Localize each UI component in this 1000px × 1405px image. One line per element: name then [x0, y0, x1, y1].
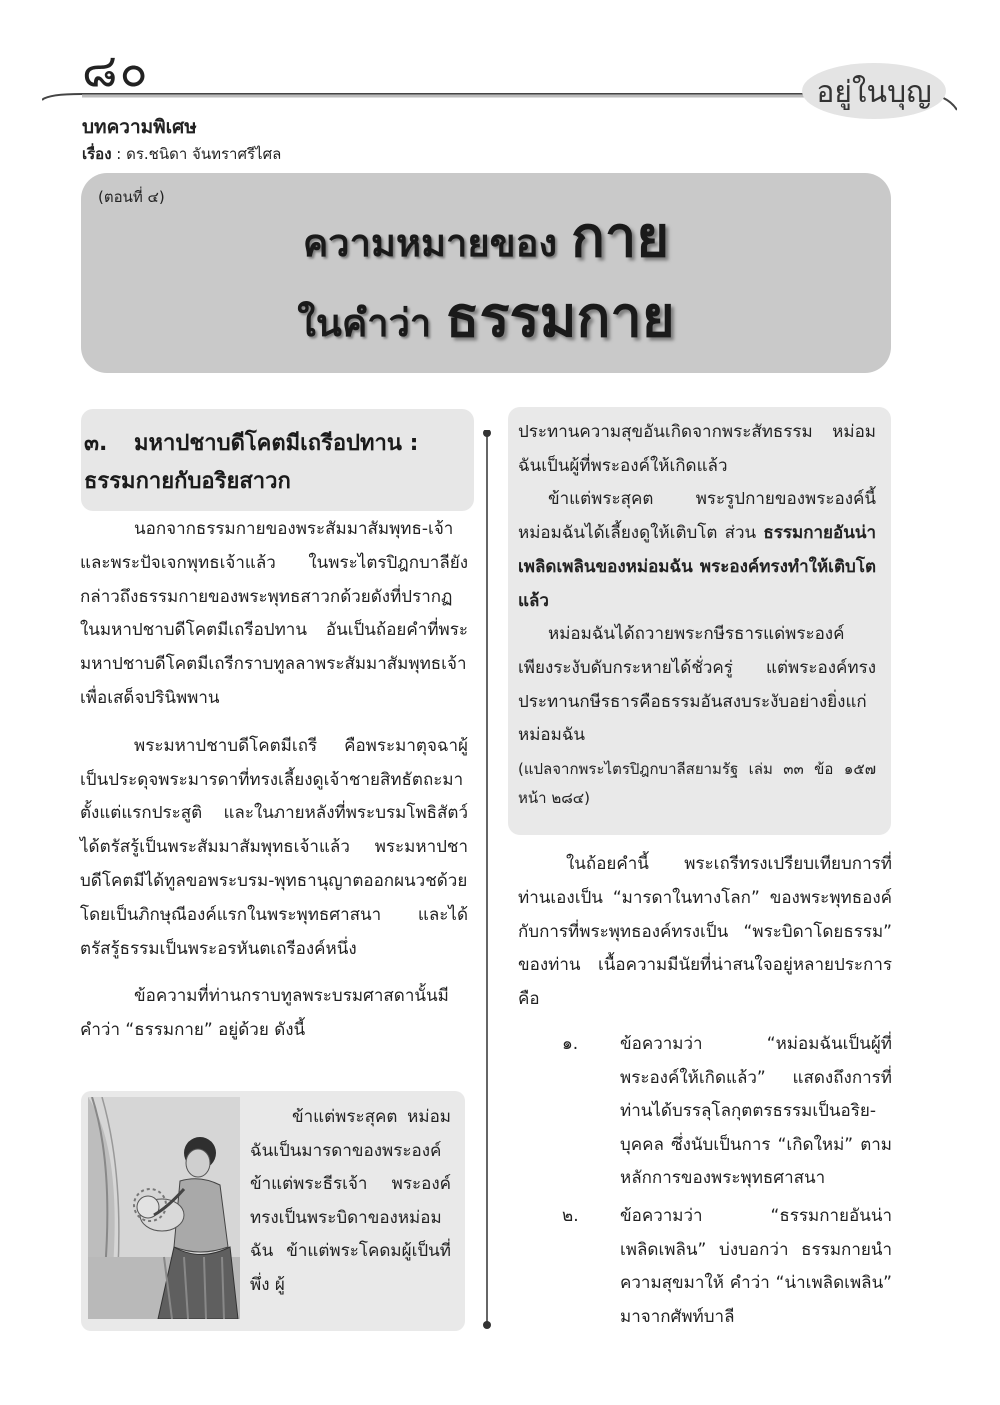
subheading	[84, 425, 468, 501]
quote-right-paragraph-2-bold: ธรรมกายอันน่าเพลิดเพลินของหม่อมฉัน พระองค์ทรงทำให้เติบโตแล้ว	[518, 523, 876, 611]
numbered-list	[562, 1028, 892, 1338]
magazine-logo-icon	[800, 60, 948, 122]
list-item-text: ข้อความว่า “ธรรมกายอันน่าเพลิดเพลิน” บ่งบอกว่า ธรรมกายนำความสุขมาให้ คำว่า “น่าเพลิดเพลิน” มาจากศัพท์บาลี	[620, 1205, 892, 1327]
page-number: ๘๐	[82, 43, 150, 97]
title-line-2-emph: ธรรมกาย	[445, 285, 675, 350]
subheading-line-1: มหาปชาบดีโคตมีเถรีอปทาน :	[134, 431, 419, 456]
subheading-number: ๓.	[84, 431, 108, 456]
left-column	[80, 513, 468, 1048]
section-label: บทความพิเศษ	[82, 116, 197, 138]
title-line-2	[81, 282, 891, 367]
title-line-1-prefix: ความหมายของ	[302, 221, 558, 265]
episode-label: (ตอนที่ ๔)	[98, 188, 165, 206]
left-paragraph-1: นอกจากธรรมกายของพระสัมมาสัมพุทธ-เจ้าและพระปัจเจกพุทธเจ้าแล้ว ในพระไตรปิฎกบาลียังกล่าวถึงธรรมกายของพระพุทธสาวกด้วยดังที่ปรากฏในมหาปชาบดีโคตมีเถรีอปทาน อันเป็นถ้อยคำที่พระมหาปชาบดีโคตมีเถรีกราบทูลลาพระสัมมาสัมพุทธเจ้าเพื่อเสด็จปรินิพพาน	[80, 519, 468, 708]
left-paragraph-3: ข้อความที่ท่านกราบทูลพระบรมศาสดานั้นมีคำว่า “ธรรมกาย” อยู่ด้วย ดังนี้	[80, 986, 449, 1041]
subheading-line-2: ธรรมกายกับอริยสาวก	[84, 469, 291, 494]
right-paragraph-1: ในถ้อยคำนี้ พระเถรีทรงเปรียบเทียบการที่ท่านเองเป็น “มารดาในทางโลก” ของพระพุทธองค์กับการที่พระพุทธองค์ทรงเป็น “พระบิดาโดยธรรม” ของท่าน เนื้อความมีนัยที่น่าสนใจอยู่หลายประการ คือ	[518, 854, 892, 1010]
quote-right-paragraph-3: หม่อมฉันได้ถวายพระกษีรธารแด่พระองค์เพียงระงับดับกระหายได้ชั่วครู่ แต่พระองค์ทรงประทานกษีรธารคือธรรมอันสงบระงับอย่างยิ่งแก่หม่อมฉัน	[518, 624, 876, 746]
title-line-2-prefix: ในคำว่า	[297, 301, 432, 345]
byline	[82, 142, 281, 166]
byline-author: : ดร.ชนิดา จันทราศรีไศล	[111, 145, 282, 163]
quote-right-paragraph-2	[518, 483, 876, 618]
byline-label: เรื่อง	[82, 145, 112, 163]
column-divider-icon	[482, 430, 492, 1330]
quote-right-paragraph-2-plain: ข้าแต่พระสุคต พระรูปกายของพระองค์นี้ หม่อมฉันได้เลี้ยงดูให้เติบโต ส่วน	[518, 489, 876, 544]
magazine-logo-text: อยู่ในบุญ	[816, 75, 932, 110]
quote-left-text	[250, 1101, 451, 1302]
list-item-number: ๑.	[562, 1034, 579, 1054]
title-line-1-emph: กาย	[571, 205, 670, 270]
quote-right-text	[518, 416, 876, 813]
list-item	[562, 1028, 892, 1196]
quote-left-paragraph: ข้าแต่พระสุคต หม่อมฉันเป็นมารดาของพระองค์ ข้าแต่พระธีรเจ้า พระองค์ทรงเป็นพระบิดาของหม่อมฉัน ข้าแต่พระโคดมผู้เป็นที่พึ่ง ผู้	[250, 1107, 451, 1295]
title-line-1	[81, 202, 891, 287]
breastfeeding-illustration-icon	[88, 1097, 240, 1319]
quote-right-paragraph-1: ประทานความสุขอันเกิดจากพระสัทธรรม หม่อมฉันเป็นผู้ที่พระองค์ให้เกิดแล้ว	[518, 422, 876, 476]
list-item-text: ข้อความว่า “หม่อมฉันเป็นผู้ที่พระองค์ให้เกิดแล้ว” แสดงถึงการที่ท่านได้บรรลุโลกุตตรธรรมเป็นอริย-บุคคล ซึ่งนับเป็นการ “เกิดใหม่” ตามหลักการของพระพุทธศาสนา	[620, 1034, 892, 1189]
list-item	[562, 1200, 892, 1334]
left-paragraph-2: พระมหาปชาบดีโคตมีเถรี คือพระมาตุจฉาผู้เป็นประดุจพระมารดาที่ทรงเลี้ยงดูเจ้าชายสิทธัตถะมาตั้งแต่แรกประสูติ และในภายหลังที่พระบรมโพธิสัตว์ได้ตรัสรู้เป็นพระสัมมาสัมพุทธเจ้าแล้ว พระมหาปชาบดีโคตมีได้ทูลขอพระบรม-พุทธานุญาตออกผนวชด้วย โดยเป็นภิกษุณีองค์แรกในพระพุทธศาสนา และได้ตรัสรู้ธรรมเป็นพระอรหันตเถรีองค์หนึ่ง	[80, 735, 468, 959]
list-item-number: ๒.	[562, 1205, 579, 1226]
right-column	[518, 848, 892, 1017]
citation: (แปลจากพระไตรปิฎกบาลีสยามรัฐ เล่ม ๓๓ ข้อ ๑๕๗ หน้า ๒๘๔)	[518, 760, 876, 808]
